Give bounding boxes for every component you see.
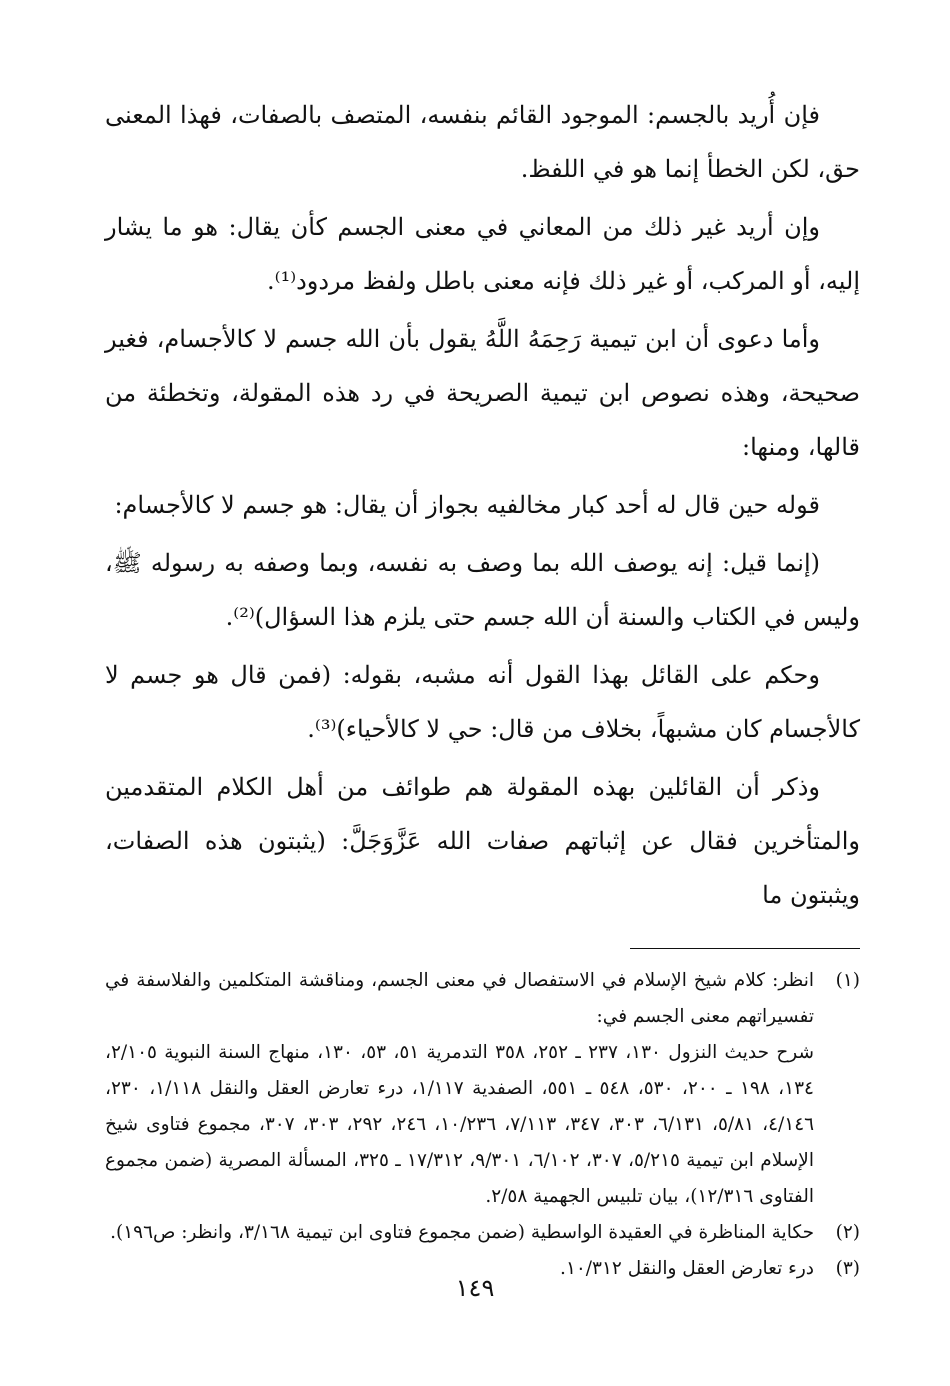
paragraph: وأما دعوى أن ابن تيمية رَحِمَهُ اللَّهُ يقول بأن الله جسم لا كالأجسام، فغير صحيحة، وهذه نصوص ابن تيمية الصريحة في رد هذه المقولة، وتخطئة من قالها، ومنها:: [105, 325, 860, 461]
paragraph: (إنما قيل: إنه يوصف الله بما وصف به نفسه، وبما وصفه به رسوله ﷺ، وليس في الكتاب والسنة أن الله جسم حتى يلزم هذا السؤال)⁽²⁾.: [105, 549, 860, 631]
footnote-separator: [630, 948, 860, 949]
footnote-number: (٢): [835, 1222, 860, 1243]
paragraph: فإن أُريد بالجسم: الموجود القائم بنفسه، المتصف بالصفات، فهذا المعنى حق، لكن الخطأ إنما هو في اللفظ.: [105, 101, 860, 183]
footnote-body: [105, 963, 814, 1215]
paragraph: وإن أريد غير ذلك من المعاني في معنى الجسم كأن يقال: هو ما يشار إليه، أو المركب، أو غير ذلك فإنه معنى باطل ولفظ مردود⁽¹⁾.: [105, 213, 860, 295]
paragraph: قوله حين قال له أحد كبار مخالفيه بجواز أن يقال: هو جسم لا كالأجسام:: [114, 491, 820, 519]
page-number: ١٤٩: [455, 1274, 495, 1302]
paragraph: وحكم على القائل بهذا القول أنه مشبه، بقوله: (فمن قال هو جسم لا كالأجسام كان مشبهاً، بخلاف من قال: حي لا كالأحياء)⁽³⁾.: [105, 661, 860, 743]
footnote-number: (٣): [835, 1258, 860, 1279]
footnotes: [105, 963, 860, 1287]
footnote-1: [105, 963, 860, 1215]
footnote-line: درء تعارض العقل والنقل ١٠/٣١٢.: [560, 1258, 814, 1279]
paragraph: وذكر أن القائلين بهذه المقولة هم طوائف من أهل الكلام المتقدمين والمتأخرين فقال عن إثباتهم صفات الله عَزَّوَجَلَّ: (يثبتون هذه الصفات، ويثبتون ما: [105, 773, 860, 909]
page-content: [105, 88, 860, 1287]
footnote-line: شرح حديث النزول ١٣٠، ٢٣٧ ـ ٢٥٢، ٣٥٨ التدمرية ٥١، ٥٣، ١٣٠، منهاج السنة النبوية ٢/١٠٥، ١٣٤، ١٩٨ ـ ٢٠٠، ٥٣٠، ٥٤٨ ـ ٥٥١، الصفدية ١/١١٧، درء تعارض العقل والنقل ١/١١٨، ٢٣٠، ٤/١٤٦، ٥/٨١، ٦/١٣١، ٣٠٣، ٣٤٧، ٧/١١٣، ١٠/٢٣٦، ٢٤٦، ٢٩٢، ٣٠٣، ٣٠٧، مجموع فتاوى شيخ الإسلام ابن تيمية ٥/٢١٥، ٣٠٧، ٦/١٠٢، ٩/٣٠١، ١٧/٣١٢ ـ ٣٢٥، المسألة المصرية (ضمن مجموع الفتاوى ١٢/٣١٦)، بيان تلبيس الجهمية ٢/٥٨.: [105, 1042, 815, 1207]
footnote-line: انظر: كلام شيخ الإسلام في الاستفصال في معنى الجسم، ومناقشة المتكلمين والفلاسفة في تفسيراتهم معنى الجسم في:: [105, 970, 814, 1027]
footnote-line: حكاية المناظرة في العقيدة الواسطية (ضمن مجموع فتاوى ابن تيمية ٣/١٦٨، وانظر: ص١٩٦).: [110, 1222, 814, 1243]
main-text: [105, 88, 860, 922]
footnote-number: (١): [835, 970, 860, 991]
footnote-2: [105, 1215, 860, 1251]
footnote-body: [105, 1215, 814, 1251]
